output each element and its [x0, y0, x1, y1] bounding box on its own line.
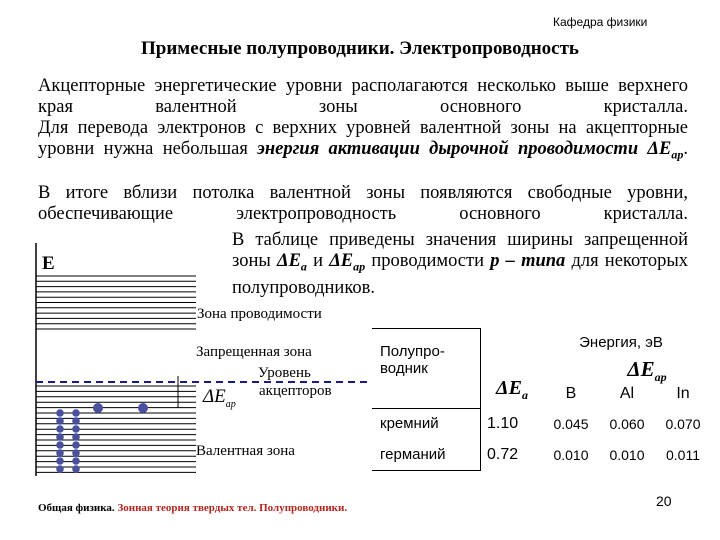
paragraph-free-levels: В итоге вблизи потолка валентной зоны появляются свободные уровни, обеспечивающие электропроводность основного кристалла.: [38, 183, 688, 224]
acceptor-values: [543, 409, 711, 439]
activation-energy-subscript: ар: [671, 147, 684, 162]
value-cell: 0.045: [553, 415, 589, 432]
electron-dot: [72, 425, 80, 433]
department-label: Кафедра физики: [553, 15, 648, 29]
energy-axis-label: E: [42, 253, 55, 274]
impurity-al: Al: [619, 384, 635, 402]
material-header: [372, 329, 481, 409]
value-cell: 0.070: [665, 415, 701, 432]
acceptor-level-dot: [93, 403, 103, 413]
conduction-band-label: Зона проводимости: [197, 306, 322, 322]
impurity-row: [543, 381, 711, 403]
slide-title: Примесные полупроводники. Электропроводность: [141, 38, 579, 59]
electron-dot: [56, 449, 64, 457]
acceptor-level-label-1: Уровень: [258, 365, 311, 381]
activation-energy-term: энергия активации дырочной проводимости ΔE: [257, 139, 672, 159]
footer-course: Общая физика.: [38, 502, 115, 514]
value-cell: 0.010: [609, 446, 645, 463]
footer-text: [38, 502, 347, 514]
footer-topic: Зонная теория твердых тел. Полупроводники.: [114, 502, 348, 514]
electron-dot: [56, 457, 64, 465]
value-cell: 0.011: [666, 446, 700, 463]
impurity-header: [543, 357, 711, 409]
acceptor-energy-header: [543, 356, 711, 384]
delta-symbol: ΔE: [203, 386, 226, 407]
energy-header: Энергия, эВ: [579, 334, 663, 351]
paragraph-text: и: [306, 251, 330, 271]
electron-dot: [72, 417, 80, 425]
acceptor-level-label-2: акцепторов: [259, 383, 332, 399]
paragraph-text: В таблице приведены значения ширины запрещенной зоны: [232, 230, 688, 271]
gap-energy-header-symbol: ΔE: [496, 376, 522, 399]
delta-energy-label: [203, 386, 236, 410]
p-type-term: р – типа: [490, 251, 566, 271]
semiconductor-table: [372, 328, 711, 471]
paragraph-text: Для перевода электронов с верхних уровней валентной зоны на акцепторные уровни нужна небольшая: [38, 118, 688, 159]
electron-dot: [56, 465, 64, 473]
impurity-in: In: [676, 384, 690, 402]
electron-dot: [56, 425, 64, 433]
gap-energy-term: ΔE: [276, 251, 301, 271]
acceptor-energy-header-symbol: ΔE: [627, 356, 655, 381]
electron-dot: [72, 465, 80, 473]
material-cell: германий: [372, 439, 481, 471]
acceptor-level-dot: [138, 403, 148, 413]
electron-dot: [56, 417, 64, 425]
material-cell: кремний: [372, 409, 481, 439]
electron-dot: [72, 457, 80, 465]
electron-dot: [72, 441, 80, 449]
page-number: 20: [656, 493, 672, 509]
acceptor-values: [543, 439, 711, 471]
material-header-line2: водник: [380, 360, 428, 377]
gap-energy-header: [481, 357, 544, 409]
paragraph-text: для некоторых полупроводников.: [232, 251, 688, 298]
material-header-line1: Полупро-: [380, 343, 445, 360]
paragraph-end: .: [683, 139, 688, 159]
electron-dot: [56, 441, 64, 449]
paragraph-text: проводимости: [365, 251, 491, 271]
paragraph-acceptor-levels: Акцепторные энергетические уровни располагаются несколько выше верхнего края валентной зоны основного кристалла.: [38, 76, 688, 117]
delta-subscript: ар: [225, 398, 236, 410]
gap-energy-header-subscript: а: [521, 387, 528, 402]
value-cell: 0.060: [609, 415, 645, 432]
gap-energy-subscript: а: [300, 259, 307, 274]
valence-band-label: Валентная зона: [196, 443, 295, 459]
impurity-b: B: [565, 384, 577, 402]
electron-dot: [56, 409, 64, 417]
acceptor-energy-header-subscript: ар: [654, 369, 667, 384]
electron-dot: [56, 433, 64, 441]
acceptor-energy-term: ΔE: [329, 251, 354, 271]
electron-dot: [72, 433, 80, 441]
electron-dot: [72, 449, 80, 457]
band-gap-label: Запрещенная зона: [196, 344, 312, 360]
acceptor-energy-subscript: ар: [353, 259, 366, 274]
conduction-band: [36, 276, 196, 329]
gap-value-cell: 1.10: [487, 414, 519, 432]
gap-value-cell: 0.72: [487, 445, 519, 463]
value-cell: 0.010: [553, 446, 589, 463]
electron-dot: [72, 409, 80, 417]
